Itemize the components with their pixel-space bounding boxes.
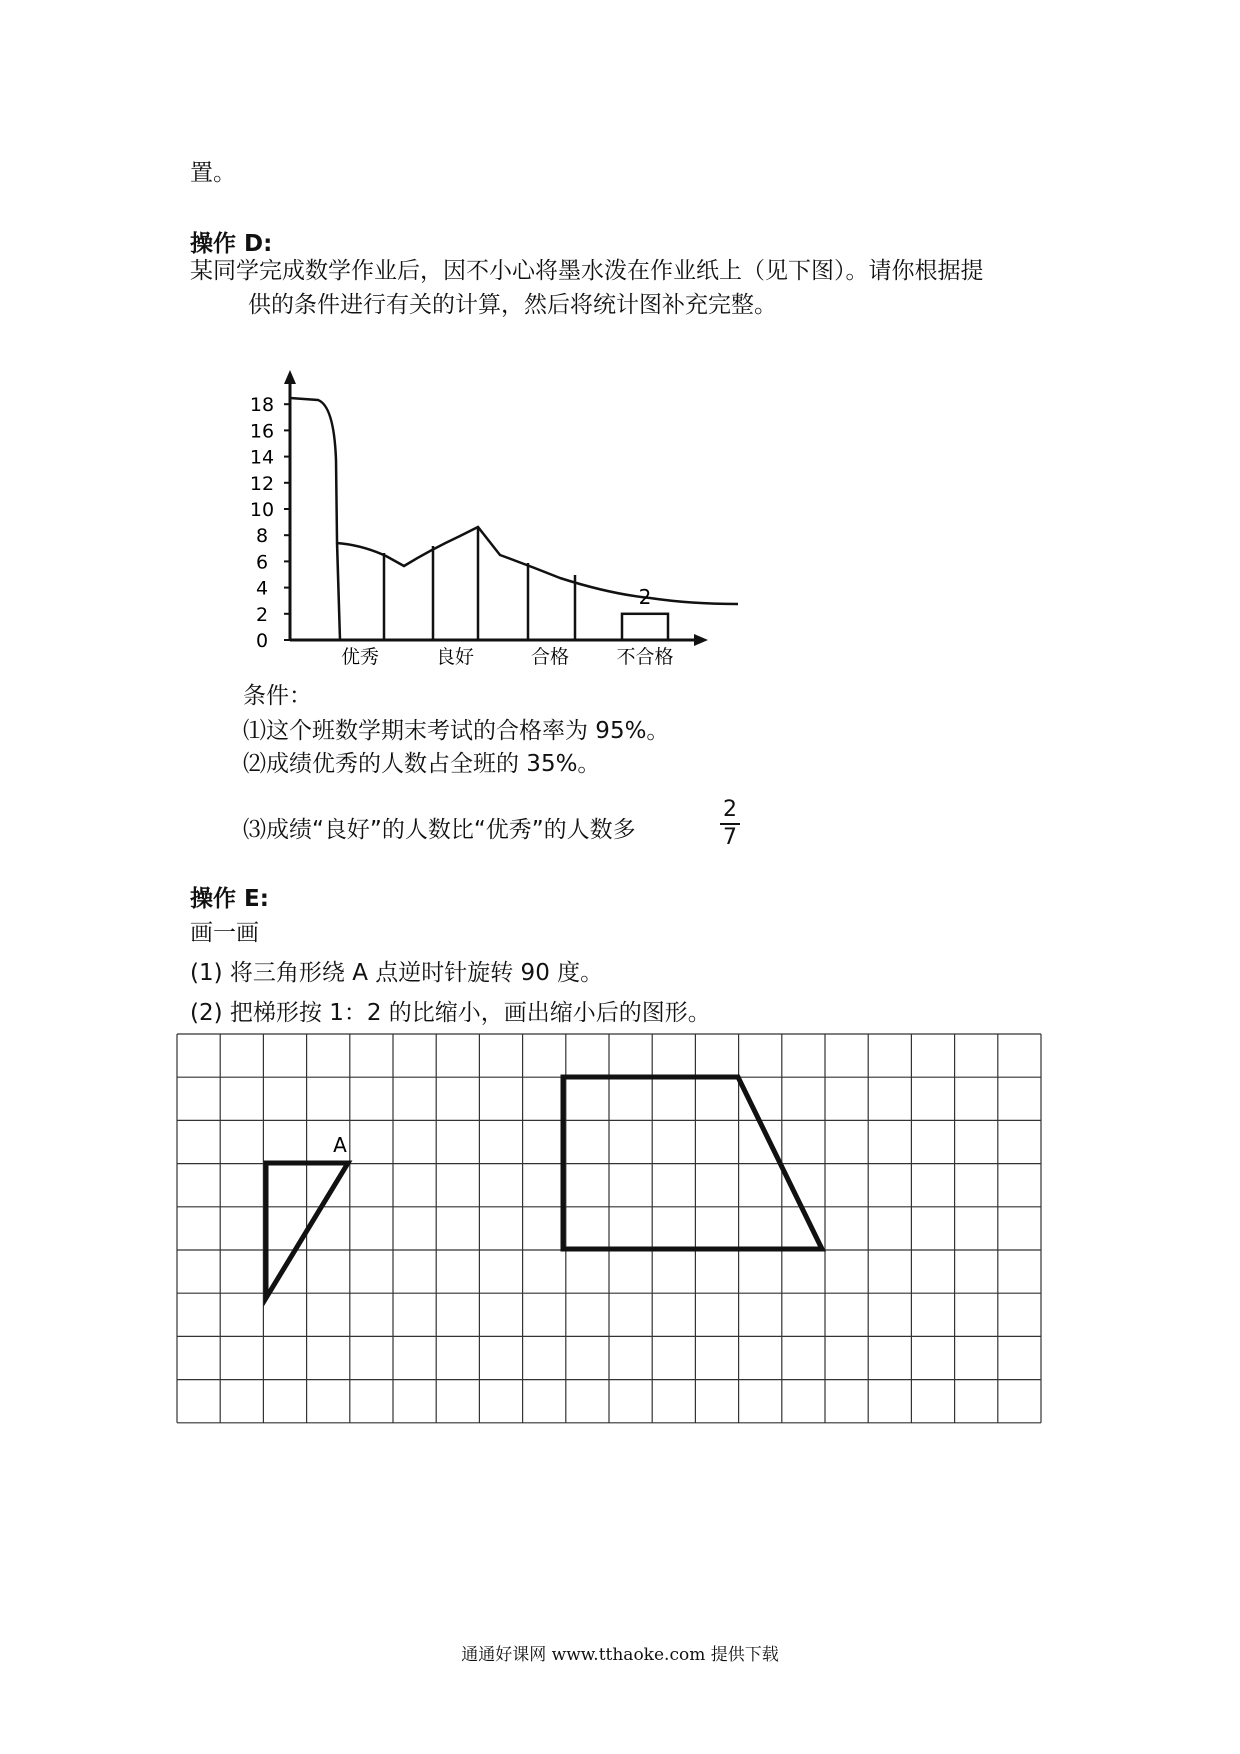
condition-3: ⑶成绩“良好”的人数比“优秀”的人数多	[243, 817, 636, 843]
point-a-label: A	[333, 1133, 347, 1157]
fraction-numerator: 2	[723, 797, 737, 822]
x-category-label: 合格	[530, 646, 570, 668]
section-e-task1: (1) 将三角形绕 A 点逆时针旋转 90 度。	[190, 960, 604, 986]
y-tick-label: 16	[249, 420, 275, 443]
section-e-task2: (2) 把梯形按 1：2 的比缩小，画出缩小后的图形。	[190, 1000, 711, 1026]
y-tick-label: 10	[249, 499, 275, 521]
y-tick-label: 2	[255, 603, 269, 626]
y-tick-label: 0	[255, 630, 269, 652]
section-d-line2: 供的条件进行有关的计算，然后将统计图补充完整。	[248, 292, 777, 318]
y-tick-label: 12	[249, 472, 275, 495]
section-d-title: 操作 D:	[190, 231, 273, 257]
bar-unqualified-value-label: 2	[638, 584, 652, 609]
footer-credit: 通通好课网 www.tthaoke.com 提供下载	[461, 1645, 779, 1665]
section-e-subtitle: 画一画	[190, 920, 259, 946]
fraction-denominator: 7	[723, 825, 737, 851]
y-tick-label: 8	[255, 525, 269, 548]
y-tick-label: 14	[249, 446, 275, 469]
section-e-title: 操作 E:	[190, 886, 269, 912]
condition-2: ⑵成绩优秀的人数占全班的 35%。	[243, 751, 601, 777]
section-d-line1: 某同学完成数学作业后，因不小心将墨水泼在作业纸上（见下图）。请你根据提	[190, 258, 984, 284]
y-tick-label: 4	[255, 577, 269, 600]
x-category-label: 不合格	[616, 646, 674, 668]
top-fragment: 置。	[190, 160, 236, 186]
y-tick-label: 18	[249, 394, 275, 417]
conditions-heading: 条件：	[243, 683, 312, 709]
x-category-label: 良好	[435, 646, 475, 668]
x-category-label: 优秀	[340, 646, 380, 668]
condition-1: ⑴这个班数学期末考试的合格率为 95%。	[243, 718, 670, 744]
y-tick-label: 6	[255, 551, 269, 574]
